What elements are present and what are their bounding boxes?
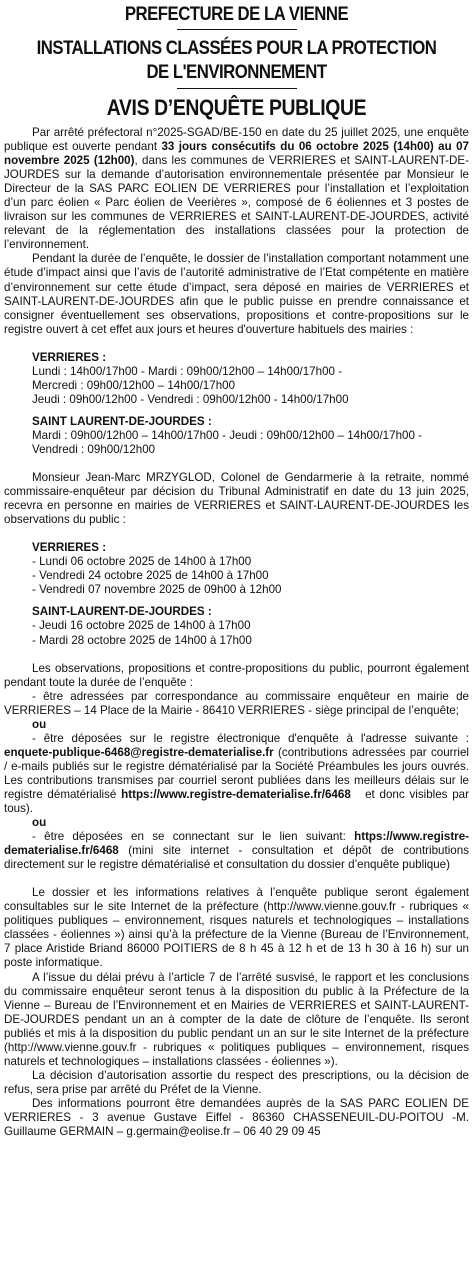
divider: [177, 88, 297, 89]
contact-paragraph: Des informations pourront être demandées auprès de la SAS PARC EOLIEN DE VERRIERES - 3 avenue Gustave Eiffel - 86360 CHASSENEUIL-DU-POITOU -M. Guillaume GERMAIN – g.germain@eolise.fr – 06 40 29 09 45: [4, 1096, 469, 1139]
or-separator: ou: [32, 816, 47, 830]
option-text: (mini site internet - consultation et dépôt de contributions directement sur le registre dématérialisé et consultation du dossier d’enquête publique): [4, 844, 469, 872]
notice-title: INSTALLATIONS CLASSÉES POUR LA PROTECTION DE L'ENVIRONNEMENT: [36, 37, 437, 83]
hours-line: Mardi : 09h00/12h00 – 14h00/17h00 - Jeudi : 09h00/12h00 – 14h00/17h00 -: [32, 428, 422, 442]
registre-url-link[interactable]: https://www.registre-dematerialise.fr/6468: [121, 787, 351, 801]
prefecture-heading: PREFECTURE DE LA VIENNE: [124, 3, 349, 25]
permanence-line: - Mardi 28 octobre 2025 de 14h00 à 17h00: [32, 633, 252, 647]
option-text: et donc visibles par tous).: [4, 787, 469, 816]
commissaire-paragraph: Monsieur Jean-Marc MRZYGLOD, Colonel de Gendarmerie à la retraite, nommé commissaire-enquêteur par décision du Tribunal Administratif en date du 13 juin 2025, recevra en personne en mairies de VERRIERES et SAINT-LAURENT-DE-JOURDES les observations du public :: [4, 471, 469, 527]
or-separator: ou: [32, 717, 47, 731]
permanence-line: - Lundi 06 octobre 2025 de 14h00 à 17h00: [32, 555, 252, 569]
divider: [177, 29, 297, 30]
registre-email-link[interactable]: enquete-publique-6468@registre-dematerialise.fr: [4, 745, 274, 759]
observations-intro: Les observations, propositions et contre-propositions du public, pourront également pendant toute la durée de l’enquête :: [4, 661, 469, 689]
permanence-line: - Vendredi 24 octobre 2025 de 14h00 à 17h00: [32, 569, 269, 583]
section-title: SAINT-LAURENT-DE-JOURDES :: [32, 605, 212, 619]
observations-option-email: [4, 732, 469, 816]
option-text: (contributions adressées par courriel / e-mails publiés sur le registre dématérialisé par la Société Préambules les jours ouvrés. Les contributions transmises par courriel seront publiées dans les meilleurs délais sur le registre dématérialisé: [4, 745, 469, 801]
permanence-line: - Vendredi 07 novembre 2025 de 09h00 à 12h00: [32, 583, 282, 597]
intro-paragraph: [4, 126, 469, 252]
section-title: SAINT LAURENT-DE-JOURDES :: [32, 414, 212, 428]
permanence-line: - Jeudi 16 octobre 2025 de 14h00 à 17h00: [32, 619, 251, 633]
permanences-saint-laurent: [4, 605, 469, 647]
registre-url-link[interactable]: https://www.registre-dematerialise.fr/6468: [4, 830, 469, 858]
mairie-hours-saint-laurent: [4, 415, 469, 457]
hours-line: Jeudi : 09h00/12h00 - Vendredi : 09h00/12h00 - 14h00/17h00: [32, 392, 349, 406]
intro-text-end: , dans les communes de VERRIERES et SAINT-LAURENT-DE-JOURDES sur la demande d’autorisation environnementale présentée par Monsieur le Directeur de la SAS PARC EOLIEN DE VERRIERES pour l’installation et l’exploitation d’un parc éolien « Parc éolien de Veerières », composé de 6 éoliennes et 3 postes de livraison sur les communes de VERRIERES et SAINT-LAURENT-DE-JOURDES, activité relevant de la réglementation des installations classées pour la protection de l’environnement.: [4, 154, 469, 252]
section-title: VERRIERES :: [32, 350, 107, 364]
hours-line: Lundi : 14h00/17h00 - Mardi : 09h00/12h00 – 14h00/17h00 -: [32, 364, 343, 378]
consultation-paragraph: Le dossier et les informations relatives à l’enquête publique seront également consultables sur le site Internet de la préfecture (http://www.vienne.gouv.fr - rubriques « politiques publiques – environnement, risques naturels et technologiques – installations classées - éoliennes ») ainsi qu’à la préfecture de la Vienne (Bureau de l’Environnement, 7 place Aristide Briand 86000 POITIERS de 8 h 45 à 12 h et de 13 h 30 à 16 h) sur un poste informatique.: [4, 886, 469, 970]
decision-paragraph: La décision d’autorisation assortie du respect des prescriptions, ou la décision de refus, sera prise par arrêté du Préfet de la Vienne.: [4, 1068, 469, 1096]
observations-option-online: [4, 830, 469, 872]
intro-text: Par arrêté préfectoral n°2025-SGAD/BE-150 en date du 25 juillet 2025, une enquête publique est ouverte pendant: [4, 126, 469, 154]
report-paragraph: A l’issue du délai prévu à l’article 7 de l’arrêté susvisé, le rapport et les conclusions du commissaire enquêteur seront tenus à la disposition du public à la Préfecture de la Vienne – Bureau de l’Environnement et en Mairies de VERRIERES et SAINT-LAURENT-DE-JOURDES pendant un an à compter de la date de clôture de l’enquête. Ils seront publiés et mis à la disposition du public pendant un an sur le site Internet de la préfecture (http://www.vienne.gouv.fr - rubriques « politiques publiques – environnement, risques naturels et technologiques – installations classées - éoliennes »).: [4, 970, 469, 1068]
hours-line: Vendredi : 09h00/12h00: [32, 442, 156, 456]
notice-subtitle: AVIS D’ENQUÊTE PUBLIQUE: [106, 95, 367, 120]
section-title: VERRIERES :: [32, 541, 107, 555]
option-text: - être déposées sur le registre électronique d'enquête à l'adresse suivante :: [32, 731, 469, 745]
hours-line: Mercredi : 09h00/12h00 – 14h00/17h00: [32, 378, 236, 392]
intro-dates: 33 jours consécutifs du 06 octobre 2025 (14h00) au 07 novembre 2025 (12h00): [4, 140, 469, 168]
dossier-paragraph: Pendant la durée de l’enquête, le dossier de l’installation comportant notamment une étude d’impact ainsi que l’avis de l’autorité administrative de l’Etat compétente en matière d’environnement sur cette étude d’impact, sera déposé en mairies de VERRIERES et SAINT-LAURENT-DE-JOURDES afin que le public puisse en prendre connaissance et consigner éventuellement ses observations, propositions et contre-propositions sur le registre ouvert à cet effet aux jours et heures d'ouverture habituels des mairies :: [4, 252, 469, 336]
mairie-hours-verrieres: [4, 351, 469, 407]
option-text: - être déposées en se connectant sur le lien suivant:: [32, 830, 346, 844]
permanences-verrieres: [4, 541, 469, 597]
observations-option-mail: - être adressées par correspondance au commissaire enquêteur en mairie de VERRIERES – 14 Place de la Mairie - 86410 VERRIERES - siège principal de l’enquête;: [4, 689, 469, 717]
